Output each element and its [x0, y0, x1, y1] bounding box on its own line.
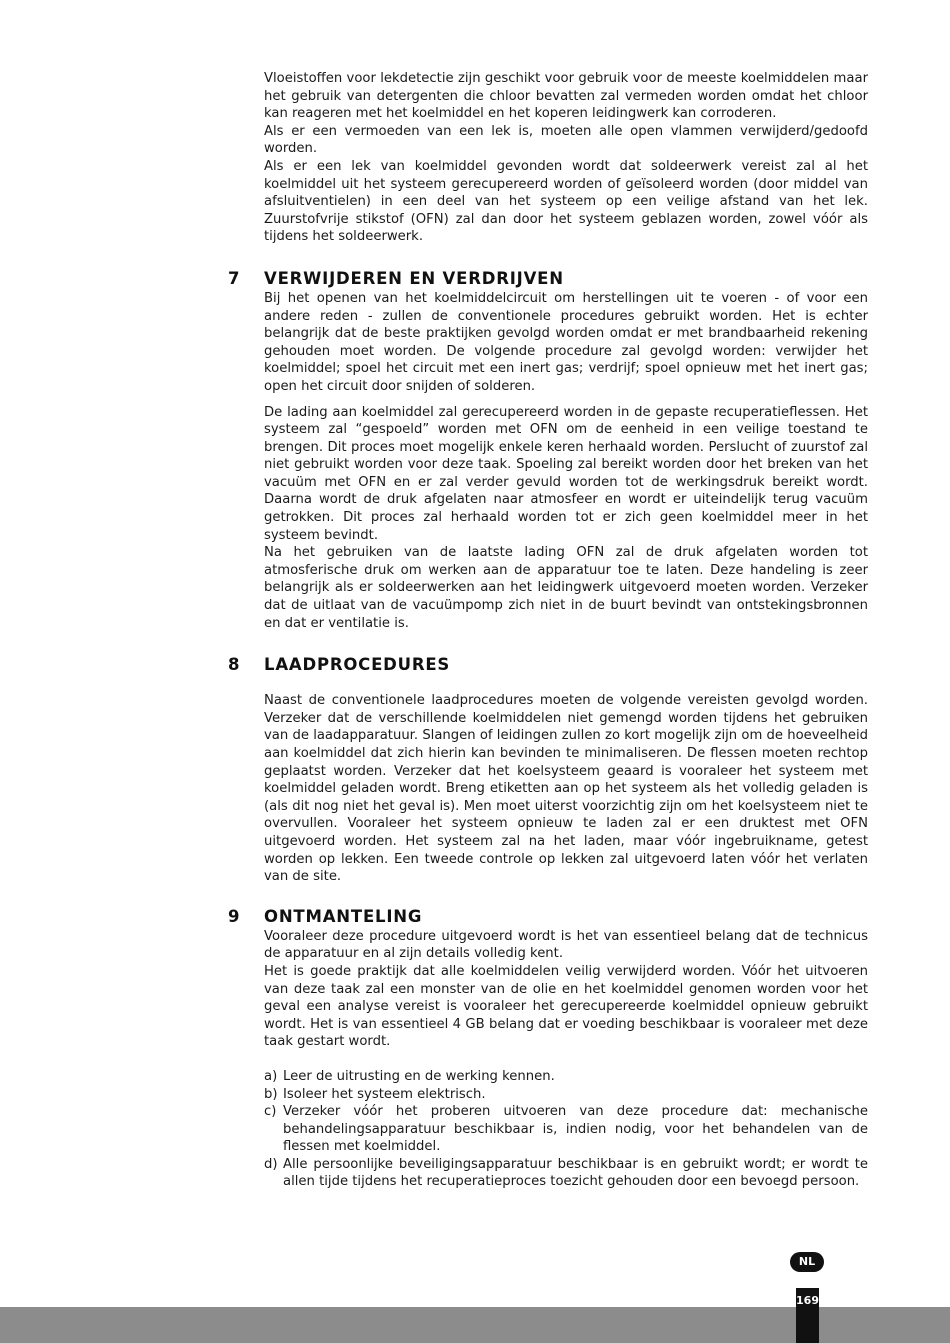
list-item — [264, 1103, 868, 1156]
section-7 — [228, 268, 868, 632]
list-item-text: Alle persoonlijke beveiligingsapparatuur beschikbaar is en gebruikt wordt; er wordt te allen tijde tijdens het recuperatieproces toezicht gehouden door een bevoegd persoon. — [283, 1156, 868, 1190]
intro-block — [264, 70, 868, 246]
list-marker: c) — [264, 1104, 277, 1120]
section-paragraph: Naast de conventionele laadprocedures moeten de volgende vereisten gevolgd worden. Verzeker dat de verschillende koelmiddelen niet gemengd worden tijdens het gebruiken van de laadapparatuur. Slangen of leidingen zullen zo kort mogelijk zijn om de hoeveelheid aan koelmiddel dat zich hierin kan bevinden te minimaliseren. De flessen moeten rechtop geplaatst worden. Verzeker dat het koelsysteem geaard is vooraleer het systeem met koelmiddel geladen wordt. Breng etiketten aan op het systeem als het volledig geladen is (als dit nog niet het geval is). Men moet uiterst voorzichtig zijn om het koelsysteem niet te overvullen. Vooraleer het systeem opnieuw te laden zal er een druktest met OFN uitgevoerd worden. Het systeem zal na het laden, maar vóór ingebruikname, getest worden op lekken. Een tweede controle op lekken zal uitgevoerd laten vóór het verlaten van de site. — [264, 693, 868, 885]
list-item-text: Verzeker vóór het proberen uitvoeren van deze procedure dat: mechanische behandelingsapparatuur beschikbaar is, indien nodig, voor het behandelen van de flessen met koelmiddel. — [283, 1104, 868, 1155]
procedure-list — [264, 1068, 868, 1191]
section-8 — [228, 654, 868, 886]
list-item-text: Leer de uitrusting en de werking kennen. — [283, 1068, 555, 1084]
section-paragraph: Na het gebruiken van de laatste lading OFN zal de druk afgelaten worden tot atmosferische druk om werken aan de apparatuur toe te laten. Deze handeling is zeer belangrijk als er soldeerwerken aan het leidingwerk uitgevoerd moeten worden. Verzeker dat de uitlaat van de vacuümpomp zich niet in de buurt bevindt van ontstekingsbronnen en dat er ventilatie is. — [264, 545, 868, 631]
section-heading: LAADPROCEDURES — [264, 655, 451, 675]
list-marker: d) — [264, 1156, 278, 1172]
section-paragraph: Vooraleer deze procedure uitgevoerd wordt is het van essentieel belang dat de technicus de apparatuur en al zijn details volledig kent. — [264, 928, 868, 962]
page-number: 169 — [796, 1294, 819, 1307]
section-paragraph: Het is goede praktijk dat alle koelmiddelen veilig verwijderd worden. Vóór het uitvoeren van deze taak zal een monster van de olie en het koelmiddel genomen worden voor het geval een analyse vereist is vooraleer het gerecupereerde koelmiddel opnieuw gebruikt wordt. Het is van essentieel 4 GB belang dat er voeding beschikbaar is vooraleer met deze taak gestart wordt. — [264, 963, 868, 1050]
section-paragraph: De lading aan koelmiddel zal gerecupereerd worden in de gepaste recuperatieflessen. Het systeem zal “gespoeld” worden met OFN om de eenheid in een veilige toestand te brengen. Dit proces moet mogelijk enkele keren herhaald worden. Perslucht of zuurstof zal niet gebruikt worden voor deze taak. Spoeling zal bereikt worden door het breken van het vacuüm met OFN en er zal verder gevuld worden tot de werkingsdruk bereikt wordt. Daarna wordt de druk afgelaten naar atmosfeer en wordt er uiteindelijk terug vacuüm getrokken. Dit proces zal herhaald worden tot er zich geen koelmiddel meer in het systeem bevindt. — [264, 404, 868, 543]
list-item — [264, 1068, 868, 1086]
page-content — [228, 70, 868, 1191]
section-number: 8 — [228, 655, 240, 675]
section-heading: ONTMANTELING — [264, 906, 423, 926]
list-item — [264, 1086, 868, 1104]
section-paragraph: Bij het openen van het koelmiddelcircuit om herstellingen uit te voeren - of voor een andere reden - zullen de conventionele procedures gebruikt worden. Het is echter belangrijk dat de beste praktijken gevolgd worden omdat er met brandbaarheid rekening gehouden moet worden. De volgende procedure zal gevolgd worden: verwijder het koelmiddel; spoel het circuit met een inert gas; verdrijf; spoel opnieuw met het inert gas; open het circuit door snijden of solderen. — [264, 290, 868, 394]
intro-paragraph: Vloeistoffen voor lekdetectie zijn geschikt voor gebruik voor de meeste koelmiddelen maar het gebruik van detergenten die chloor bevatten zal vermeden worden omdat het chloor kan reageren met het koelmiddel en het koperen leidingwerk kan corroderen. — [264, 71, 868, 122]
list-item — [264, 1156, 868, 1191]
list-marker: b) — [264, 1086, 278, 1102]
section-number: 9 — [228, 906, 240, 926]
language-badge: NL — [790, 1252, 824, 1272]
list-item-text: Isoleer het systeem elektrisch. — [283, 1086, 486, 1102]
section-9 — [228, 906, 868, 1191]
page-number-tab — [796, 1288, 819, 1343]
section-heading: VERWIJDEREN EN VERDRIJVEN — [264, 268, 564, 288]
intro-paragraph: Als er een lek van koelmiddel gevonden wordt dat soldeerwerk vereist zal al het koelmiddel uit het systeem gerecupereerd worden of geïsoleerd worden (door middel van afsluitventielen) in een deel van het systeem op een veilige afstand van het lek. Zuurstofvrije stikstof (OFN) zal dan door het systeem geblazen worden, zowel vóór als tijdens het soldeerwerk. — [264, 158, 868, 245]
section-number: 7 — [228, 268, 240, 288]
intro-paragraph: Als er een vermoeden van een lek is, moeten alle open vlammen verwijderd/gedoofd worden. — [264, 123, 868, 157]
list-marker: a) — [264, 1068, 278, 1084]
